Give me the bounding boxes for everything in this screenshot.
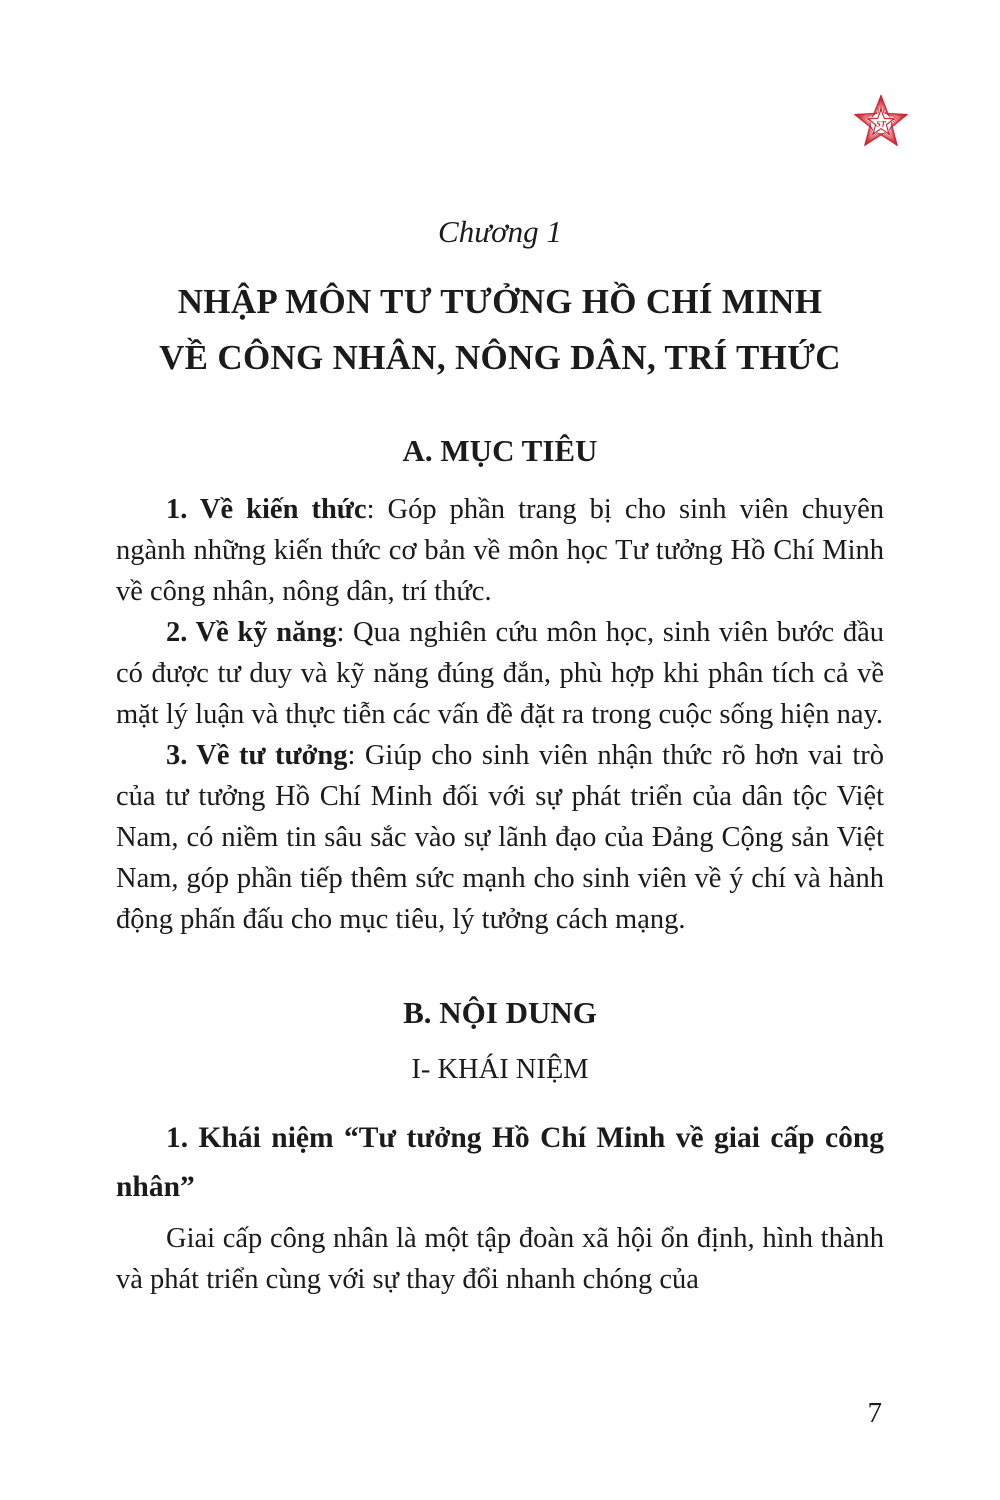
- objective-knowledge-text: : Góp phần trang bị cho sinh viên chuyên ngành những kiến thức cơ bản về môn học Tư tưởng Hồ Chí Minh về công nhân, nông dân, trí thức.: [116, 494, 884, 607]
- page-number: 7: [867, 1397, 882, 1429]
- svg-text:ST: ST: [876, 119, 886, 129]
- publisher-logo-icon: [849, 91, 913, 155]
- objective-ideology-text: : Giúp cho sinh viên nhận thức rõ hơn vai trò của tư tưởng Hồ Chí Minh đối với sự phát triển của dân tộc Việt Nam, có niềm tin sâu sắc vào sự lãnh đạo của Đảng Cộng sản Việt Nam, góp phần tiếp thêm sức mạnh cho sinh viên về ý chí và hành động phấn đấu cho mục tiêu, lý tưởng cách mạng.: [116, 740, 884, 935]
- chapter-title-line1: NHẬP MÔN TƯ TƯỞNG HỒ CHÍ MINH: [177, 282, 823, 321]
- objective-knowledge-paragraph: [116, 489, 884, 612]
- chapter-label: Chương 1: [438, 214, 562, 249]
- objective-ideology-lead: 3. Về tư tưởng: [166, 740, 348, 771]
- objective-skill-paragraph: [116, 612, 884, 735]
- concept-heading: 1. Khái niệm “Tư tưởng Hồ Chí Minh về giai cấp công nhân”: [116, 1122, 884, 1203]
- section-b-heading: B. NỘI DUNG: [403, 995, 597, 1030]
- objective-skill-lead: 2. Về kỹ năng: [166, 617, 337, 648]
- section-a-heading: A. MỤC TIÊU: [402, 433, 598, 468]
- objective-knowledge-lead: 1. Về kiến thức: [166, 494, 367, 525]
- chapter-title-line2: VỀ CÔNG NHÂN, NÔNG DÂN, TRÍ THỨC: [159, 338, 841, 377]
- objective-ideology-paragraph: [116, 735, 884, 940]
- section-b-subheading: I- KHÁI NIỆM: [411, 1054, 589, 1085]
- objective-skill-text: : Qua nghiên cứu môn học, sinh viên bước đầu có được tư duy và kỹ năng đúng đắn, phù hợp khi phân tích cả về mặt lý luận và thực tiễn các vấn đề đặt ra trong cuộc sống hiện nay.: [116, 617, 884, 730]
- chapter-title: [116, 274, 884, 386]
- concept-paragraph: Giai cấp công nhân là một tập đoàn xã hội ổn định, hình thành và phát triển cùng với sự thay đổi nhanh chóng của: [116, 1223, 884, 1295]
